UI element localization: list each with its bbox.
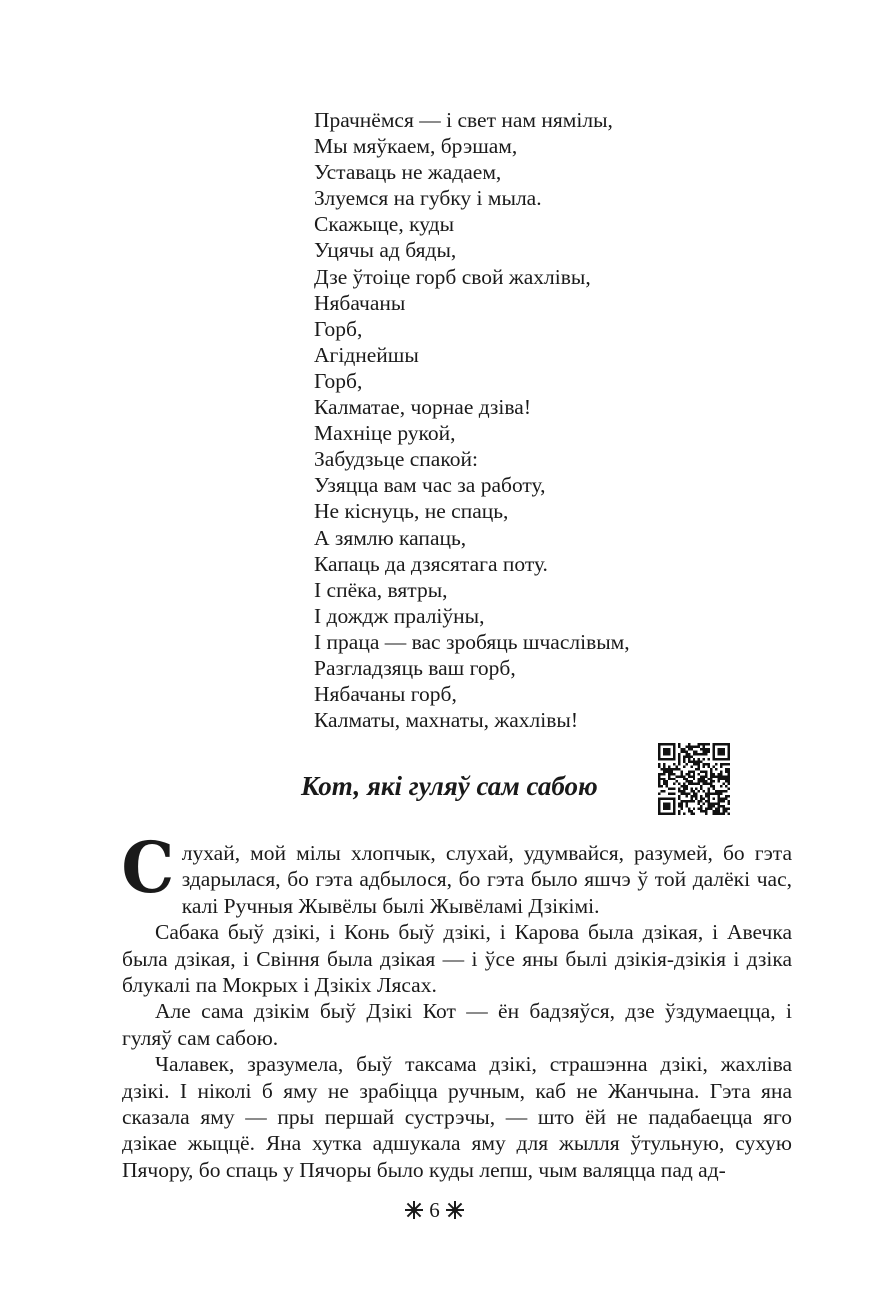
drop-cap: С <box>121 826 175 909</box>
poem-line: Калматае, чорнае дзіва! <box>314 395 531 420</box>
poem-line: І спёка, вятры, <box>314 577 448 602</box>
poem-line: Дзе ўтоіце горб свой жахлівы, <box>314 264 591 289</box>
paragraph-3: Але сама дзікім быў Дзікі Кот — ён бадзяўся, дзе ўздумаецца, і гуляў сам сабою. <box>122 999 792 1050</box>
poem-line: Разгладзяць ваш горб, <box>314 655 516 680</box>
qr-code-icon[interactable] <box>658 743 730 815</box>
snowflake-ornament-icon <box>446 1201 464 1219</box>
poem-line: Уцячы ад бяды, <box>314 238 457 263</box>
paragraph-1 <box>121 826 792 919</box>
poem-line: Капаць да дзясятага поту. <box>314 551 548 576</box>
poem-line: Забудзьце спакой: <box>314 447 478 472</box>
poem-line: А зямлю капаць, <box>314 525 467 550</box>
poem-line: Узяцца вам час за работу, <box>314 473 546 498</box>
poem-line: Не кіснуць, не спаць, <box>314 499 509 524</box>
paragraph-1-text: лухай, мой мілы хлопчык, слухай, удумвайся, разумей, бо гэта здарылася, бо гэта адбылося, бо гэта было яшчэ ў той далёкі час, калі Ручныя Жывёлы былі Жывёламі Дзікімі. <box>181 841 792 918</box>
poem-line: Прачнёмся — і свет нам нямілы, <box>314 108 613 132</box>
poem-line: Уставаць не жадаем, <box>314 160 502 185</box>
paragraph-4: Чалавек, зразумела, быў таксама дзікі, страшэнна дзікі, жахліва дзікі. І ніколі б яму не зрабіцца ручным, каб не Жанчына. Гэта яна сказала яму — пры першай сустрэчы, — што ёй не падабаецца яго дзікае жыццё. Яна хутка адшукала яму для жылля ўтульную, сухую Пячору, бо спаць у Пячоры было куды лепш, чым валяцца пад ад- <box>122 1052 792 1182</box>
story-title: Кот, які гуляў сам сабою <box>301 771 598 801</box>
poem-line: Злуемся на губку і мыла. <box>314 186 542 211</box>
snowflake-ornament-icon <box>405 1201 423 1219</box>
paragraph-2: Сабака быў дзікі, і Конь быў дзікі, і Карова была дзікая, і Авечка была дзікая, і Свіння была дзікая — і ўсе яны былі дзікія-дзікія і дзіка блукалі па Мокрых і Дзікіх Лясах. <box>122 920 792 998</box>
poem-line: І дождж праліўны, <box>314 603 485 628</box>
poem <box>314 107 834 733</box>
poem-line: Нябачаны <box>314 290 406 315</box>
story-body <box>121 826 792 1183</box>
poem-line: Нябачаны горб, <box>314 682 457 707</box>
poem-line: Мы мяўкаем, брэшам, <box>314 134 518 159</box>
poem-line: Скажыце, куды <box>314 212 455 237</box>
page-footer <box>0 1198 869 1223</box>
page-number: 6 <box>429 1198 440 1222</box>
poem-line: Калматы, махнаты, жахлівы! <box>314 708 578 733</box>
poem-line: І праца — вас зробяць шчаслівым, <box>314 629 630 654</box>
poem-line: Агіднейшы <box>314 342 419 367</box>
poem-line: Горб, <box>314 316 363 341</box>
poem-line: Горб, <box>314 368 363 393</box>
poem-line: Махніце рукой, <box>314 421 456 446</box>
